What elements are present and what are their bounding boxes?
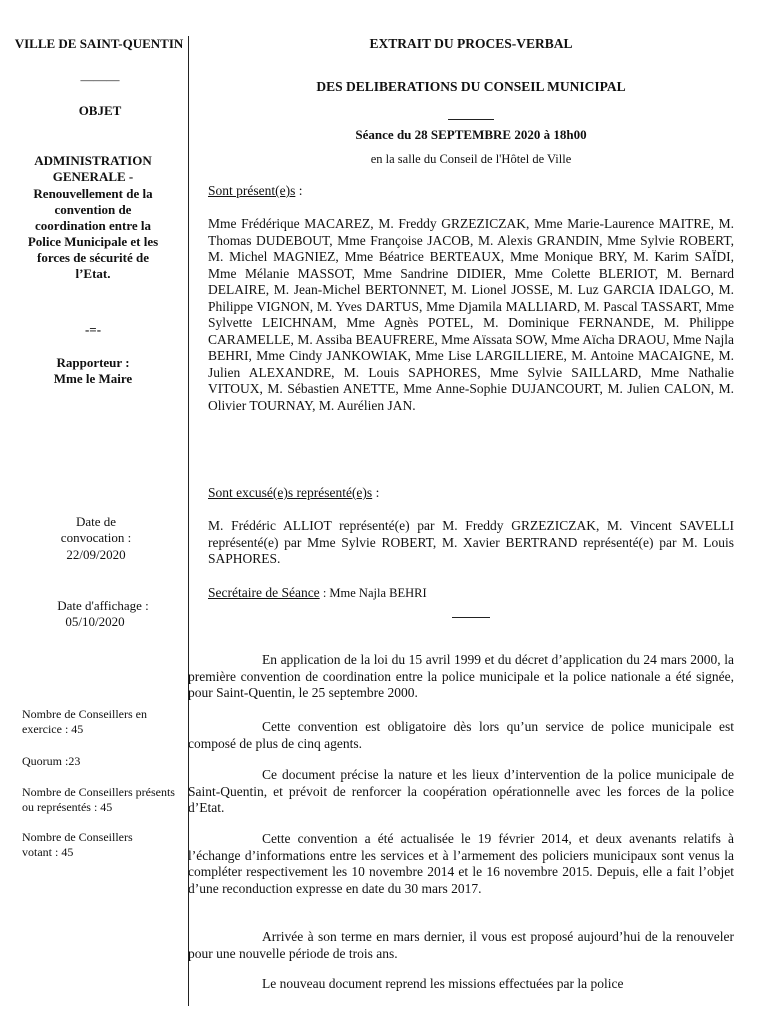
convocation-date: 22/09/2020 <box>66 547 126 562</box>
paragraph-text: Cette convention a été actualisée le 19 février 2014, et deux avenants relatifs à l’échange d’informations entre les services et à l’armement des policiers municipaux sont venus la compléter respectivement les 10 novembre 2014 et le 16 novembre 2015. Depuis, elle a fait l’objet d’une reconduction expresse en date du 30 mars 2017. <box>188 831 734 896</box>
separator <box>208 606 734 623</box>
subject-text: Renouvellement de la convention de coordination entre la Police Municipale et les forces de sécurité de l’Etat. <box>27 186 159 281</box>
presents-heading <box>208 183 734 200</box>
subject-title: ADMINISTRATION GENERALE - <box>34 153 152 184</box>
objet-label: OBJET <box>78 103 122 118</box>
body-paragraph <box>188 652 734 702</box>
body-paragraph <box>188 976 734 993</box>
conseillers-votant: Nombre de Conseillers votant : 45 <box>22 830 133 859</box>
convocation-label: Date de convocation : <box>60 514 132 545</box>
paragraph-text: Cette convention est obligatoire dès lors qu’un service de police municipale est composé de plus de cinq agents. <box>188 719 734 751</box>
excuses-heading <box>208 485 734 502</box>
conseillers-presents: Nombre de Conseillers présents ou représentés : 45 <box>22 785 175 814</box>
presents-list: Mme Frédérique MACAREZ, M. Freddy GRZEZICZAK, Mme Marie-Laurence MAITRE, M. Thomas DUDEBOUT, Mme Françoise JACOB, M. Alexis GRANDIN, Mme Sylvie ROBERT, M. Michel MAGNIEZ, Mme Béatrice BERTEAUX, Mme Monique BRY, M. Karim SAÏDI, Mme Mélanie MASSOT, Mme Sandrine DIDIER, Mme Colette BLERIOT, M. Bernard DELAIRE, M. Jean-Michel BERTONNET, M. Lionel JOSSE, M. Luz GARCIA IDALGO, M. Philippe VIGNON, M. Yves DARTUS, Mme Djamila MALLIARD, M. Pascal TASSART, Mme Sylvette LEICHNAM, Mme Agnès POTEL, M. Dominique FERNANDE, M. Philippe CARAMELLE, M. Assiba BEAUFRERE, Mme Aïssata SOW, Mme Aïcha DRAOU, Mme Najla BEHRI, Mme Cindy JANKOWIAK, Mme Lise LARGILLIERE, M. Antoine MACAIGNE, M. Julien ALEXANDRE, M. Louis SAPHORES, Mme Sylvie SAILLARD, Mme Nathalie VITOUX, M. Sébastien ANETTE, Mme Anne-Sophie DUJANCOURT, M. Julien CALON, M. Olivier TOURNAY, M. Aurélien JAN. <box>208 216 734 413</box>
excuses-label: Sont excusé(e)s représenté(e)s <box>208 485 373 500</box>
paragraph-text: Le nouveau document reprend les missions effectuées par la police <box>262 976 624 991</box>
body-paragraph <box>188 719 734 752</box>
paragraph-text: Arrivée à son terme en mars dernier, il vous est proposé aujourd’hui de la renouveler pour une nouvelle période de trois ans. <box>188 929 734 961</box>
quorum: Quorum :23 <box>22 754 81 768</box>
affichage-date: 05/10/2020 <box>65 614 125 629</box>
secretaire-label: Secrétaire de Séance <box>208 585 320 600</box>
seance-lieu: en la salle du Conseil de l'Hôtel de Ville <box>370 152 572 166</box>
excuses-list: M. Frédéric ALLIOT représenté(e) par M. Freddy GRZEZICZAK, M. Vincent SAVELLI représenté(e) par Mme Sylvie ROBERT, M. Xavier BERTRAND représenté(e) par M. Louis SAPHORES. <box>208 518 734 566</box>
doc-subtitle: DES DELIBERATIONS DU CONSEIL MUNICIPAL <box>316 79 626 94</box>
body-paragraph <box>188 767 734 817</box>
rapporteur-name: Mme le Maire <box>53 371 133 386</box>
affichage-label: Date d'affichage : <box>57 598 149 613</box>
separator: -=- <box>84 322 102 337</box>
presents-suffix: : <box>295 183 303 198</box>
presents-label: Sont présent(e)s <box>208 183 296 198</box>
paragraph-text: Ce document précise la nature et les lieux d’intervention de la police municipale de Saint-Quentin, et prévoit de renforcer la coopération opérationnelle avec les forces de la police d’Etat. <box>188 767 734 815</box>
conseillers-exercice: Nombre de Conseillers en exercice : 45 <box>22 707 147 736</box>
excuses-suffix: : <box>372 485 380 500</box>
seance-date: Séance du 28 SEPTEMBRE 2020 à 18h00 <box>355 127 587 142</box>
doc-title: EXTRAIT DU PROCES-VERBAL <box>369 36 573 51</box>
rapporteur-label: Rapporteur : <box>56 355 130 370</box>
city-name: VILLE DE SAINT-QUENTIN <box>14 36 184 51</box>
body-paragraph <box>188 929 734 962</box>
secretaire-line <box>208 585 734 602</box>
paragraph-text: En application de la loi du 15 avril 1999 et du décret d’application du 24 mars 2000, la première convention de coordination entre la police municipale et la police nationale a été signée, pour Saint-Quentin, le 25 septembre 2000. <box>188 652 734 700</box>
separator <box>208 108 734 125</box>
body-paragraph <box>188 831 734 897</box>
secretaire-value: : Mme Najla BEHRI <box>319 586 427 600</box>
separator: ——— <box>80 72 120 87</box>
